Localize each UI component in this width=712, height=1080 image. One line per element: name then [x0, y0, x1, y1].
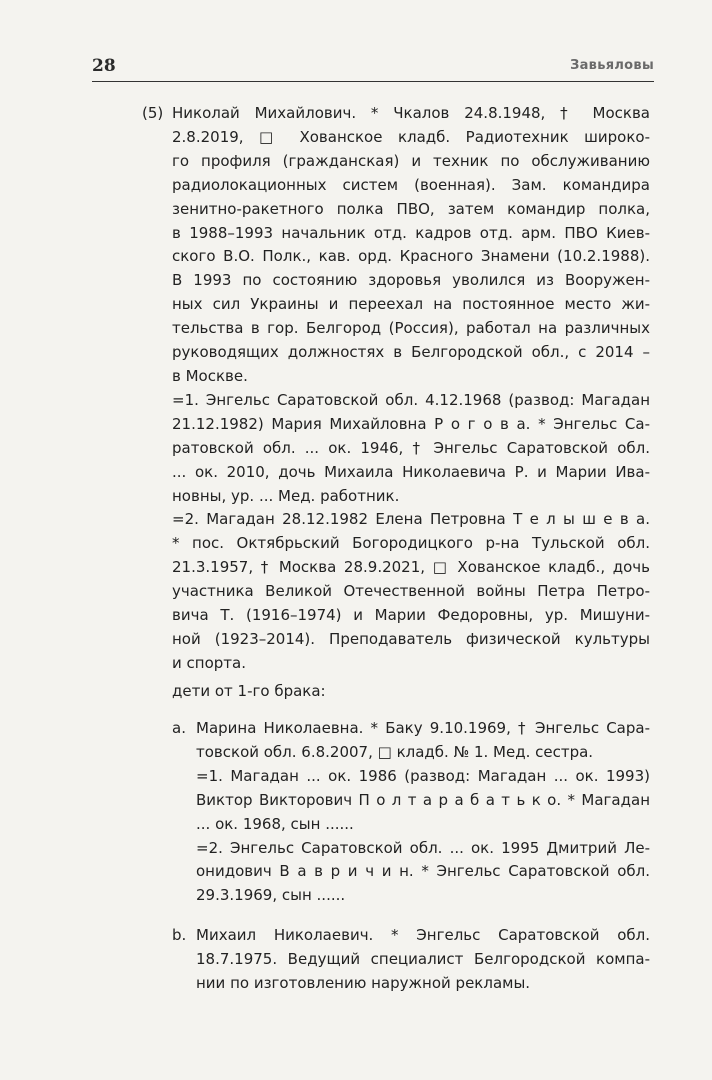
children-heading: дети от 1-го брака: — [172, 682, 326, 700]
genealogy-entry — [142, 102, 650, 676]
marriage-1-line: 21.12.1982) Мария Михайловна Р о г о в а. * Энгельс Са- — [172, 414, 650, 433]
running-head: Завьяловы — [570, 58, 654, 73]
marriage-2-line: вича Т. (1916–1974) и Марии Федоровны, ур. Мишуни- — [172, 606, 650, 625]
child-label: b. — [172, 926, 187, 944]
entry-line: руководящих должностях в Белгородской обл., с 2014 – — [172, 343, 650, 362]
child-line: онидович В а в р и ч и н. * Энгельс Саратовской обл. — [196, 862, 650, 881]
child-entry-a — [172, 717, 650, 908]
marriage-2-line: * пос. Октябрьский Богородицкого р-на Тульской обл. — [172, 534, 650, 553]
child-entry-b — [172, 924, 650, 996]
header-rule — [92, 81, 654, 82]
entry-line: тельства в гор. Белгород (Россия), работал на различных — [172, 319, 650, 338]
marriage-1-line: =1. Энгельс Саратовской обл. 4.12.1968 (развод: Магадан — [172, 390, 650, 409]
marriage-2-line: участника Великой Отечественной войны Петра Петро- — [172, 582, 650, 601]
child-body — [172, 717, 650, 908]
entry-line: 2.8.2019, □ Хованское кладб. Радиотехник широко- — [172, 127, 650, 146]
page-header — [92, 56, 654, 80]
child-body — [172, 924, 650, 996]
marriage-1-line: новны, ур. ... Мед. работник. — [172, 486, 400, 505]
entry-number: (5) — [142, 104, 164, 122]
entry-line: зенитно-ракетного полка ПВО, затем командир полка, — [172, 199, 650, 218]
child-line: Михаил Николаевич. * Энгельс Саратовской обл. — [196, 926, 650, 944]
marriage-2-line: ной (1923–2014). Преподаватель физической культуры — [172, 629, 650, 648]
entry-body — [142, 102, 650, 676]
child-line: 18.7.1975. Ведущий специалист Белгородской компа- — [196, 949, 650, 968]
entry-line: в 1988–1993 начальник отд. кадров отд. арм. ПВО Киев- — [172, 223, 650, 242]
marriage-2-line: 21.3.1957, † Москва 28.9.2021, □ Хованское кладб., дочь — [172, 558, 650, 577]
entry-line: ского В.О. Полк., кав. орд. Красного Знамени (10.2.1988). — [172, 247, 650, 266]
child-line: =2. Энгельс Саратовской обл. ... ок. 1995 Дмитрий Ле- — [196, 838, 650, 857]
child-label: a. — [172, 719, 186, 737]
marriage-2-line: =2. Магадан 28.12.1982 Елена Петровна Т е л ы ш е в а. — [172, 510, 650, 529]
entry-line: радиолокационных систем (военная). Зам. командира — [172, 175, 650, 194]
child-line: нии по изготовлению наружной рекламы. — [196, 973, 531, 992]
entry-line: го профиля (гражданская) и техник по обслуживанию — [172, 151, 650, 170]
child-line: =1. Магадан ... ок. 1986 (развод: Магадан ... ок. 1993) — [196, 766, 650, 785]
child-line: Виктор Викторович П о л т а р а б а т ь к о. * Магадан — [196, 790, 650, 809]
entry-line: в Москве. — [172, 366, 248, 385]
child-line: 29.3.1969, сын ...... — [196, 886, 346, 905]
marriage-2-line: и спорта. — [172, 653, 246, 672]
child-line: Марина Николаевна. * Баку 9.10.1969, † Энгельс Сара- — [196, 719, 650, 737]
entry-line: В 1993 по состоянию здоровья уволился из Вооружен- — [172, 271, 650, 290]
marriage-1-line: ратовской обл. ... ок. 1946, † Энгельс Саратовской обл. — [172, 438, 650, 457]
page-number: 28 — [92, 56, 116, 76]
child-line: товской обл. 6.8.2007, □ кладб. № 1. Мед. сестра. — [196, 742, 594, 761]
child-line: ... ок. 1968, сын ...... — [196, 814, 354, 833]
entry-line: Николай Михайлович. * Чкалов 24.8.1948, † Москва — [172, 104, 650, 122]
entry-line: ных сил Украины и переехал на постоянное место жи- — [172, 295, 650, 314]
marriage-1-line: ... ок. 2010, дочь Михаила Николаевича Р. и Марии Ива- — [172, 462, 650, 481]
